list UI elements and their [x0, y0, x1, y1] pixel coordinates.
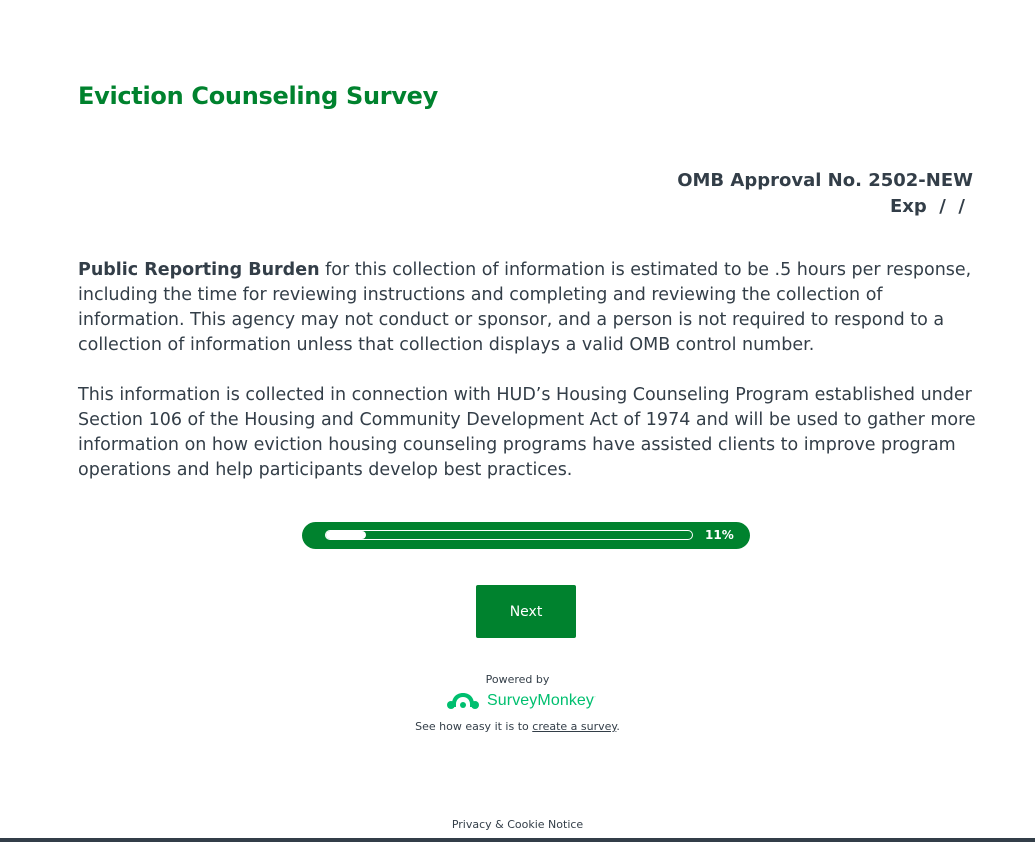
omb-approval-block [677, 168, 973, 220]
burden-paragraph [78, 258, 978, 358]
progress-label: 11% [705, 528, 734, 542]
info-paragraph: This information is collected in connection with HUD’s Housing Counseling Program established under Section 106 of the Housing and Community Development Act of 1974 and will be used to gather more information on how eviction housing counseling programs have assisted clients to improve program operations and help participants develop best practices. [78, 385, 976, 480]
easy-prefix: See how easy it is to [415, 720, 533, 733]
progress-fill [326, 531, 366, 539]
progress-bar [302, 522, 750, 549]
progress-track [325, 530, 693, 540]
next-button[interactable]: Next [476, 585, 576, 638]
bottom-bar [0, 838, 1035, 842]
omb-expiration: Exp / / [889, 196, 965, 217]
powered-by-label: Powered by [485, 673, 550, 686]
easy-suffix: . [616, 720, 620, 733]
surveymonkey-logo-icon [447, 690, 479, 712]
burden-lead: Public Reporting Burden [78, 260, 320, 280]
survey-description [78, 258, 978, 508]
surveymonkey-logo[interactable] [447, 689, 596, 713]
privacy-cookie-notice-link[interactable]: Privacy & Cookie Notice [451, 818, 584, 831]
burden-text: for this collection of information is estimated to be .5 hours per response, including the time for reviewing instructions and completing and reviewing the collection of information. This agency may not conduct or sponsor, and a person is not required to respond to a collection of information unless that collection displays a valid OMB control number. [78, 260, 972, 355]
omb-approval-number: OMB Approval No. 2502-NEW [677, 170, 973, 191]
survey-title: Eviction Counseling Survey [78, 82, 439, 110]
create-survey-line [0, 719, 1035, 735]
surveymonkey-wordmark: SurveyMonkey· [487, 692, 597, 709]
brand-name: SurveyMonkey [487, 692, 595, 709]
create-survey-link[interactable]: create a survey [532, 720, 617, 733]
